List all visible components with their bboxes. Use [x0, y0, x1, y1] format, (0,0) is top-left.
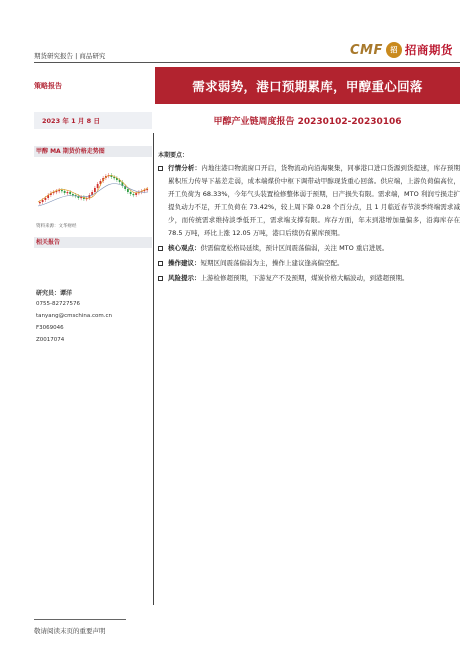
chart-source: 资料来源：文华财经	[36, 224, 77, 229]
footer-divider	[34, 619, 126, 620]
company-logo	[350, 41, 453, 59]
price-chart	[36, 162, 150, 220]
candle-body	[64, 191, 66, 193]
summary-item-core-view	[158, 242, 460, 255]
logo-cmf-text: CMF	[350, 42, 383, 58]
summary-item-label: 核心观点：	[168, 244, 201, 252]
analyst-cert-2: Z0017074	[36, 337, 65, 343]
logo-company-name: 招商期货	[404, 43, 453, 57]
summary-item-advice	[158, 257, 460, 270]
checkbox-bullet-icon	[158, 276, 163, 281]
summary-item-text: 供需偏宽松格局延续，预计区间震荡偏弱，关注 MTO 重启进展。	[200, 244, 389, 252]
candle-body	[133, 194, 135, 195]
analyst-cert-1: F3069046	[36, 325, 64, 331]
analyst-email[interactable]: tanyang@cmschina.com.cn	[36, 313, 113, 319]
candle-body	[89, 195, 91, 198]
summary-item-label: 风险提示：	[168, 274, 201, 282]
checkbox-bullet-icon	[158, 261, 163, 266]
header-breadcrumb: 期货研究报告 | 商品研究	[34, 52, 106, 60]
checkbox-bullet-icon	[158, 166, 163, 171]
summary-item-text: 内地往港口物流窗口开启，货物流动向沿海聚集，同事港口进口货源到货提速，库存预期累积压力传导下基差走弱，成本端煤价中枢下调带动甲醇现货重心回落。供应端，上游负荷偏高位，开工负荷为 68.33%，今年气头装置检修整体弱于预期，日产损失有限。需求端，MTO 利润亏损走扩提负动力不足，开工负荷在 73.42%，较上周下降 0.28 个百分点，且 1 月临近春节淡季终端需求减少，而传统需求维持淡季低开工，需求端支撑有限。库存方面，年末到港增加量偏多，沿海库存在 78.5 万吨，环比上涨 12.05 万吨，港口后续仍有累库预期。	[168, 164, 461, 237]
candle-body	[56, 191, 58, 192]
report-category: 策略报告	[34, 82, 62, 90]
related-reports-heading: 相关报告	[34, 237, 152, 248]
candle-body	[69, 192, 71, 194]
report-title: 需求弱势，港口预期累库，甲醇重心回落	[192, 78, 423, 94]
candle-body	[113, 177, 115, 178]
summary-item-text: 短期区间震荡偏弱为主，操作上建议逢高偏空配。	[200, 259, 344, 267]
candle-body	[127, 189, 129, 192]
candle-body	[39, 202, 41, 203]
report-subtitle: 甲醇产业链周度报告 20230102-20230106	[213, 117, 402, 127]
summary-item-risk	[158, 272, 460, 285]
summary-item-text: 上游检修超预期，下游复产不及预期，煤炭价格大幅波动，到港超预期。	[200, 274, 409, 282]
chart-background	[36, 162, 150, 220]
candle-body	[61, 190, 63, 191]
analyst-name: 研究员：谭洋	[36, 290, 73, 297]
candle-body	[67, 192, 69, 193]
summary-item-analysis	[158, 162, 460, 240]
candle-body	[130, 192, 132, 194]
candle-body	[135, 193, 137, 195]
column-divider	[153, 133, 154, 605]
candle-body	[45, 198, 47, 200]
header-divider	[34, 62, 460, 63]
candle-body	[146, 189, 148, 190]
report-date: 2023 年 1 月 8 日	[34, 112, 152, 129]
footer-disclaimer[interactable]: 敬请阅读末页的重要声明	[34, 627, 106, 635]
checkbox-bullet-icon	[158, 246, 163, 251]
summary-item-label: 操作建议：	[168, 259, 201, 267]
summary-list	[158, 162, 460, 287]
analyst-phone: 0755-82727576	[36, 301, 80, 307]
candle-body	[42, 200, 44, 202]
summary-item-label: 行情分析：	[168, 164, 202, 172]
candle-body	[94, 188, 96, 192]
chart-heading: 甲醇 MA 期货价格走势图	[34, 146, 152, 157]
summary-label: 本期要点：	[158, 152, 189, 159]
candle-body	[97, 184, 99, 188]
candle-body	[72, 194, 74, 195]
logo-emblem-icon: 招	[386, 42, 402, 58]
